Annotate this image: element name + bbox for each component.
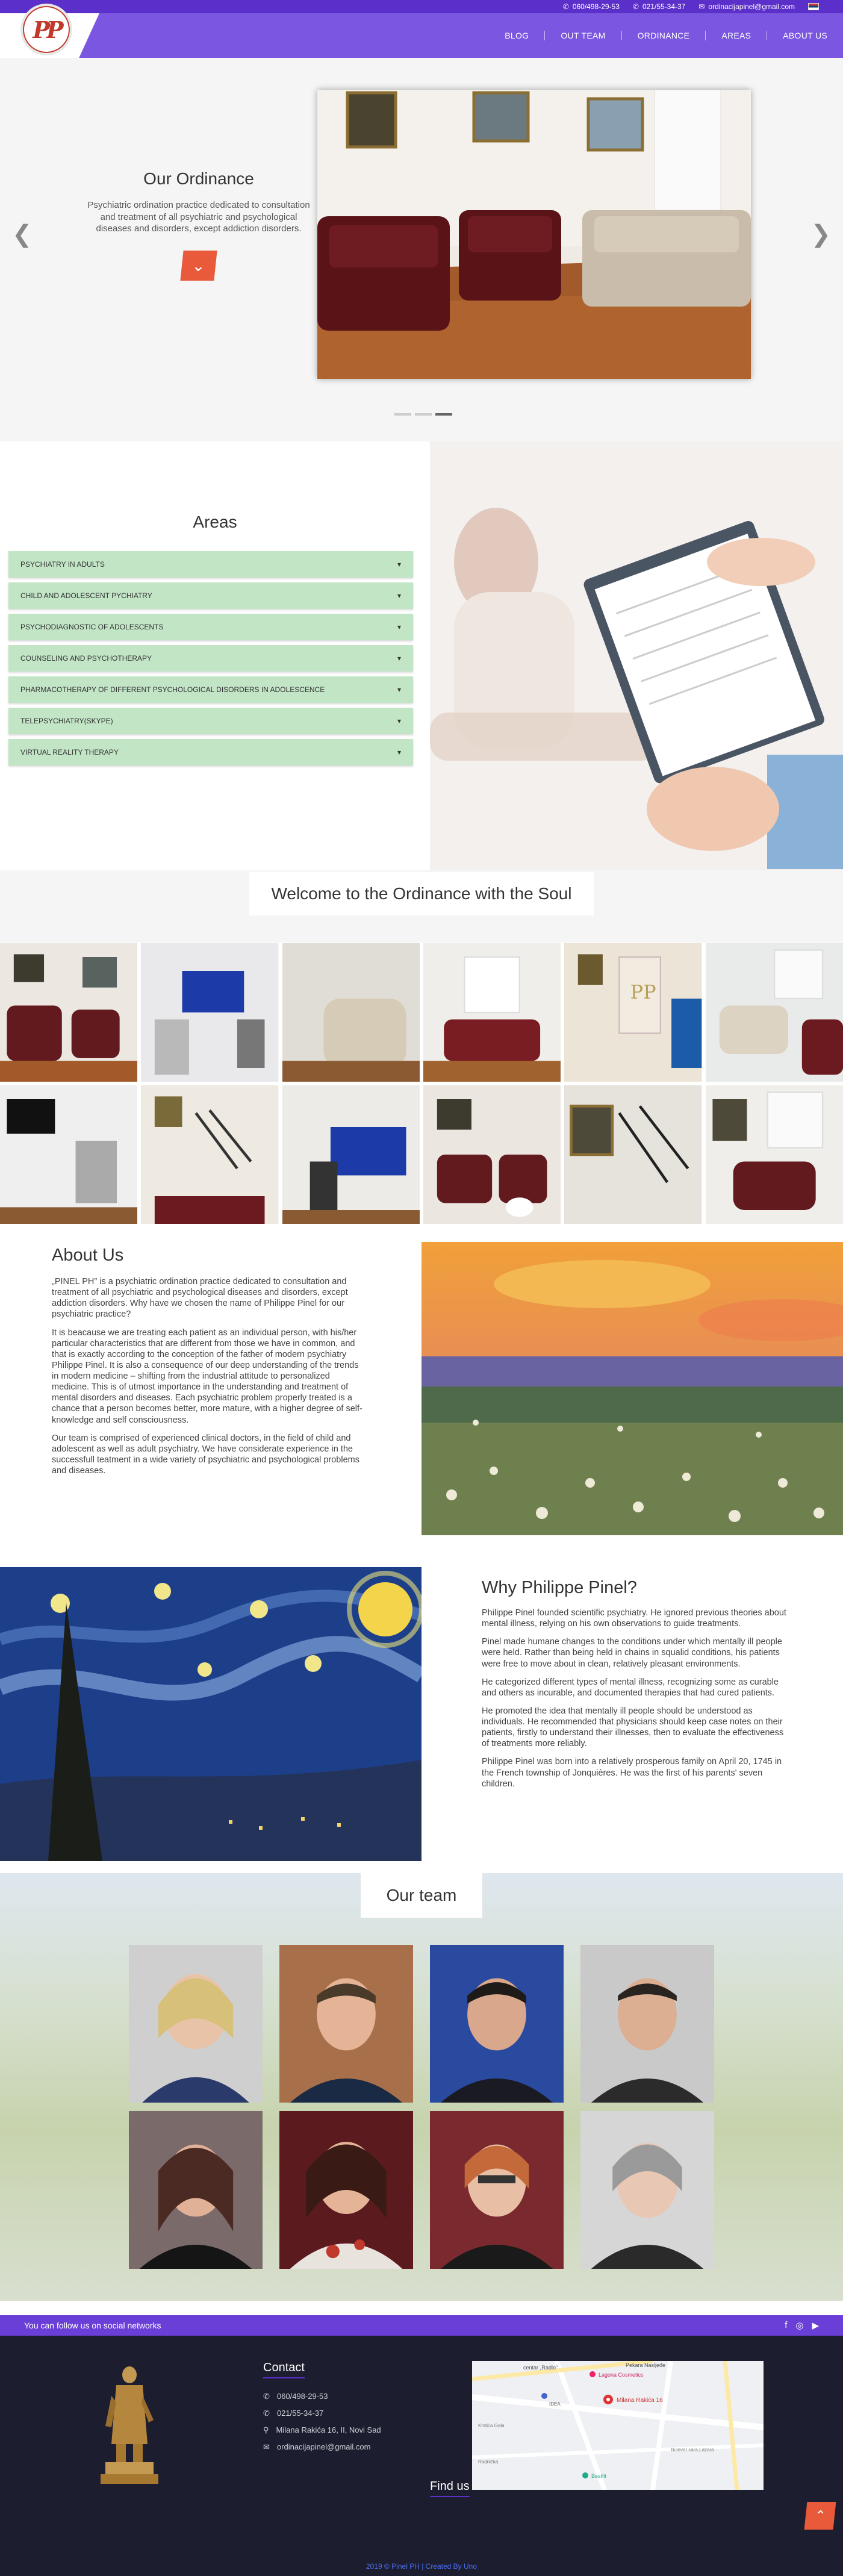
phone-icon: ✆ [562,2,569,11]
nav-item-ordinance[interactable]: ORDINANCE [622,31,706,40]
hero-slider [0,58,843,441]
map-marker-icon: ⚲ [263,2425,269,2434]
accordion-item[interactable]: CHILD AND ADOLESCENT PYCHIATRY ▾ [8,582,413,609]
gallery-photo[interactable] [706,943,843,1082]
social-bar [0,2315,843,2336]
logo[interactable]: PP [20,4,72,55]
hero-caption [84,169,313,281]
team-title: Our team [361,1873,482,1918]
welcome-section [0,870,843,943]
slider-next-arrow-icon[interactable]: ❯ [810,221,831,248]
team-member-photo[interactable] [580,2111,714,2269]
gallery-photo[interactable] [0,943,137,1082]
map-label: Bulevar cara Lazara [671,2447,714,2453]
nav-item-about[interactable]: ABOUT US [783,31,827,40]
map-label: Radnička [478,2459,499,2465]
slider-prev-arrow-icon[interactable]: ❮ [12,221,33,248]
slider-dot[interactable] [394,413,411,416]
chevron-down-icon: ▾ [397,591,401,600]
contact-address: ⚲ Milana Rakića 16, II, Novi Sad [263,2425,381,2434]
accordion-item[interactable]: TELEPSYCHIATRY(SKYPE) ▾ [8,708,413,734]
map-label: IDEA [549,2401,561,2407]
contact-phone-1[interactable]: ✆ 060/498-29-53 [263,2392,328,2401]
areas-title: Areas [193,513,237,531]
hero-scroll-button[interactable] [180,251,217,281]
slider-dot-active[interactable] [435,413,452,416]
nav-menu [489,13,843,58]
chevron-down-icon: ▾ [397,654,401,663]
welcome-title: Welcome to the Ordinance with the Soul [249,872,594,915]
chevron-down-icon: ▾ [397,623,401,631]
team-member-photo[interactable] [580,1945,714,2103]
copyright: 2019 © Pinel PH | Created By Uno [366,2562,477,2571]
double-chevron-up-icon: ⌃ [813,2508,827,2523]
pinel-paragraph: He promoted the idea that mentally ill people should be understood as individuals. He recommended that physicians should keep case notes on their patients, firstly to understand their illnesses, then to evaluate the effectiveness of treatments more reliably. [482,1706,784,1749]
accordion-item[interactable]: PHARMACOTHERAPY OF DIFFERENT PSYCHOLOGICAL DISORDERS IN ADOLESCENCE ▾ [8,676,413,703]
team-member-photo[interactable] [129,2111,263,2269]
photo-gallery [0,943,843,1224]
doctor-notes-image [430,441,843,870]
gallery-photo[interactable] [282,1085,420,1224]
pinel-paragraph: Philippe Pinel was born into a relatively prosperous family on April 20, 1745 in the French township of Jonquières. He was the first of his parents' seven children. [482,1757,782,1789]
envelope-icon: ✉ [263,2442,270,2451]
youtube-icon[interactable]: ▶ [812,2321,819,2331]
creator-link[interactable]: Uno [464,2562,477,2571]
facebook-icon[interactable]: f [785,2320,788,2330]
contact-phone-2[interactable]: ✆ 021/55-34-37 [263,2409,324,2418]
gallery-photo[interactable] [423,943,561,1082]
top-phone-2[interactable]: ✆ 021/55-34-37 [632,2,686,11]
gallery-photo[interactable] [0,1085,137,1224]
gallery-photo[interactable] [282,943,420,1082]
find-us-block [430,2361,764,2510]
phone-icon: ✆ [263,2409,270,2418]
map-label: Lagona Cosmetics [599,2372,644,2378]
flower-field-painting [421,1242,843,1535]
social-icons [785,2320,819,2331]
pinel-statue-image [93,2360,166,2486]
about-paragraph: „PINEL PH” is a psychiatric ordination practice dedicated to consultation and treatment of all psychiatric and psychological diseases and disorders, except addiction disorders. Why have we chosen the name of Philippe Pinel for our psychiatric practice? [52,1277,348,1320]
accordion-item[interactable]: COUNSELING AND PSYCHOTHERAPY ▾ [8,645,413,672]
contact-email[interactable]: ✉ ordinacijapinel@gmail.com [263,2442,371,2451]
top-phone-1[interactable]: ✆ 060/498-29-53 [562,2,620,11]
gallery-photo[interactable] [564,943,701,1082]
footer [0,2336,843,2576]
hero-text: Psychiatric ordination practice dedicated to consultation and treatment of all psychiatric and psychological diseases and disorders, except addiction disorders. [87,200,310,234]
double-chevron-down-icon: ⌄ [191,256,207,275]
social-text: You can follow us on social networks [24,2321,161,2330]
gallery-photo[interactable] [423,1085,561,1224]
nav-item-blog[interactable]: BLOG [489,31,545,40]
instagram-icon[interactable]: ◎ [795,2321,804,2331]
map-label: Bestfit [591,2473,607,2479]
pinel-section [482,1578,789,1797]
team-member-photo[interactable] [430,1945,564,2103]
hero-title: Our Ordinance [143,169,254,188]
accordion-item[interactable]: PSYCHODIAGNOSTIC OF ADOLESCENTS ▾ [8,614,413,640]
about-paragraph: Our team is comprised of experienced clinical doctors, in the field of child and adolescent as well as adult psychiatry. We have considerate experience in the successfull teatment in a wide variety of psychiatric and psychological problems and diseases. [52,1433,359,1476]
gallery-photo[interactable] [141,1085,278,1224]
pinel-paragraph: He categorized different types of mental illness, recognizing some as curable and others as incurable, and documented therapies that had cured patients. [482,1677,779,1698]
map-label: Pekara Nasljeđe [626,2362,666,2368]
areas-accordion [8,551,413,766]
scroll-to-top-button[interactable] [804,2502,836,2530]
language-flag-icon[interactable] [808,3,819,10]
slider-dots [394,413,452,416]
chevron-down-icon: ▾ [397,560,401,569]
team-member-photo[interactable] [129,1945,263,2103]
team-member-photo[interactable] [279,1945,413,2103]
chevron-down-icon: ▾ [397,748,401,756]
phone-icon: ✆ [632,2,639,11]
team-grid [129,1945,714,2269]
accordion-item[interactable]: PSYCHIATRY IN ADULTS ▾ [8,551,413,578]
about-title: About Us [52,1246,124,1265]
hero-office-image [317,90,751,379]
accordion-item[interactable]: VIRTUAL REALITY THERAPY ▾ [8,739,413,766]
team-member-photo[interactable] [279,2111,413,2269]
gallery-photo[interactable] [706,1085,843,1224]
about-paragraph: It is beacause we are treating each patient as an individual person, with his/her particular characteristics that are different from those we have in common, and that is exactly according to the conception of the father of modern psychiatry Philippe Pinel. It is also a consequence of our deep understanding of the trends in modern medicine – shifting from the industrial attitude to personalized medicine. This is of utmost importance in the understanding and treatment of mental disorders and diseases. Each psychiatric problem properly treated is a chance that a person becomes better, more mature, with a higher degree of self-knowledge and self consciousness. [52,1327,362,1425]
phone-icon: ✆ [263,2392,270,2401]
nav-item-team[interactable]: OUT TEAM [545,31,621,40]
map-label: Milana Rakića 16 [617,2397,663,2404]
pinel-paragraph: Pinel made humane changes to the conditions under which mentally ill people were held. Rather than being held in chains in squalid conditions, his patients were free to move about in clean, relatively pleasant environments. [482,1637,782,1669]
contact-block [263,2361,408,2459]
map-label: Krstića Gala [478,2423,505,2428]
location-map[interactable] [472,2361,764,2490]
svg-text:PP: PP [630,980,656,1004]
team-member-photo[interactable] [430,2111,564,2269]
map-label: centar „Radio" [523,2365,558,2371]
pinel-paragraph: Philippe Pinel founded scientific psychiatry. He ignored previous theories about mental illness, relying on his own observations to guide treatments. [482,1608,786,1629]
pinel-title: Why Philippe Pinel? [482,1578,637,1597]
starry-night-painting [0,1567,421,1861]
gallery-photo[interactable] [141,943,278,1082]
top-email[interactable]: ✉ ordinacijapinel@gmail.com [698,2,795,11]
envelope-icon: ✉ [698,2,705,11]
about-section [52,1246,365,1483]
nav-item-areas[interactable]: AREAS [706,31,767,40]
gallery-photo[interactable] [564,1085,701,1224]
team-section [0,1873,843,2301]
find-us-title: Find us [430,2480,470,2497]
contact-title: Contact [263,2361,305,2378]
top-contact-bar [0,0,843,13]
chevron-down-icon: ▾ [397,717,401,725]
areas-section [0,441,430,870]
chevron-down-icon: ▾ [397,685,401,694]
slider-dot[interactable] [415,413,432,416]
